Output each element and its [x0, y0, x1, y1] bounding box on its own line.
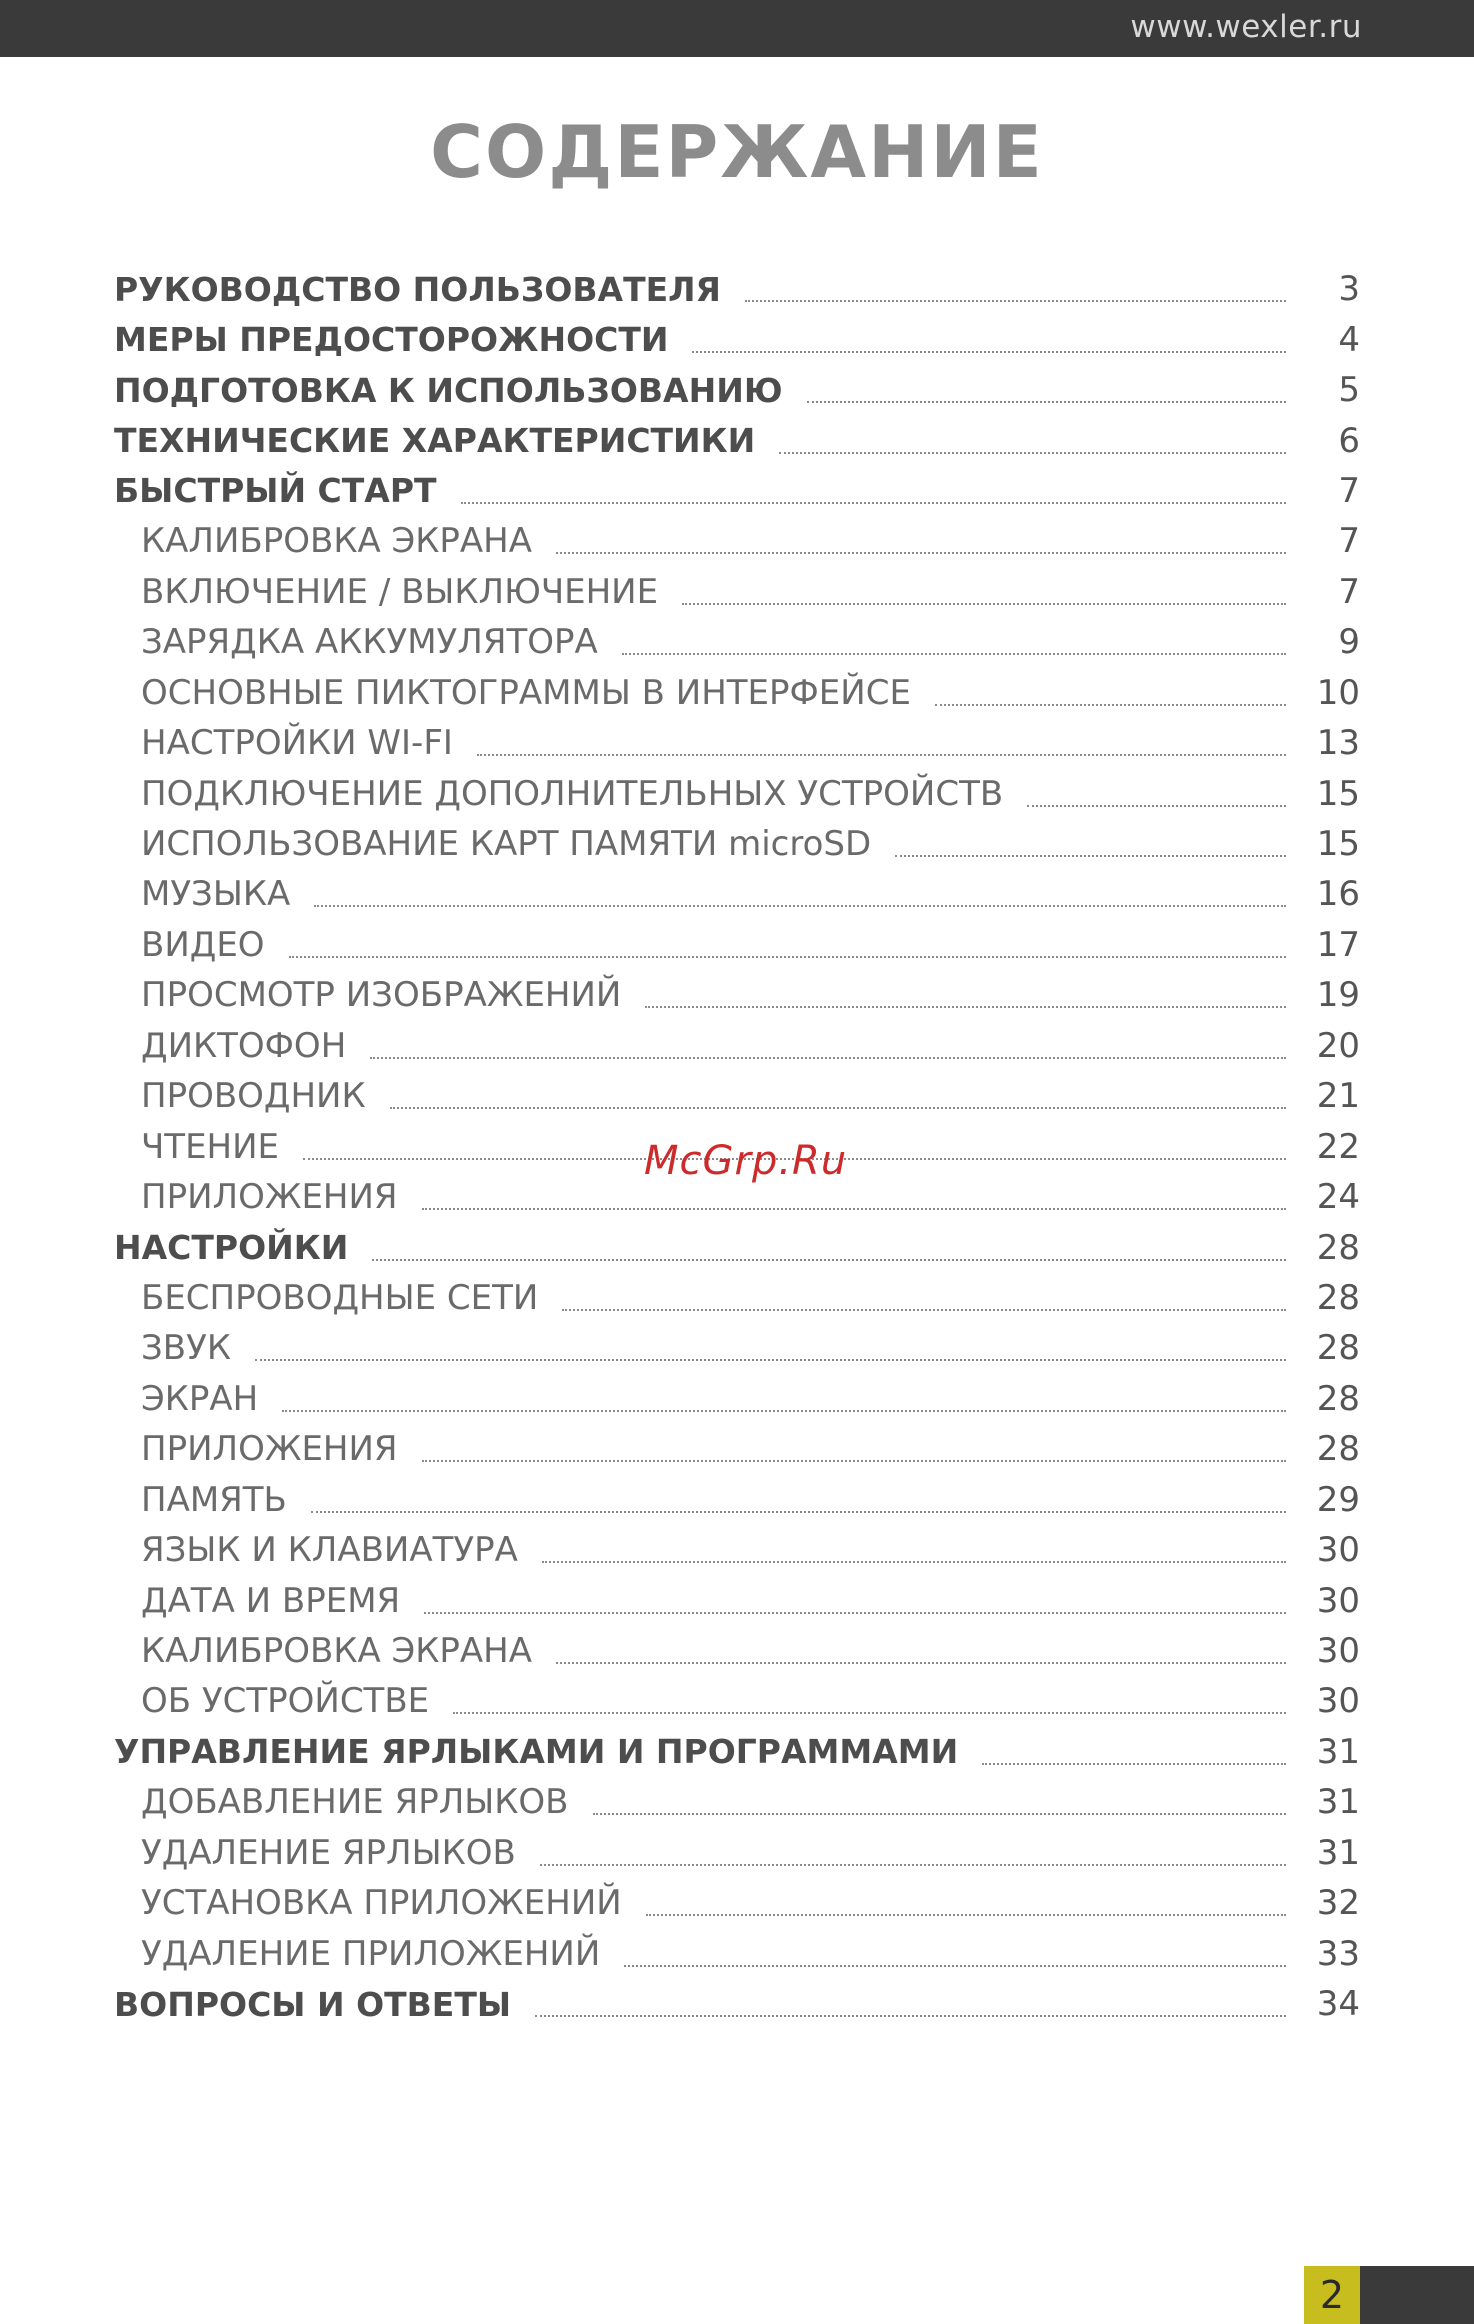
toc-section-entry[interactable] — [114, 1222, 1360, 1272]
toc-entry-title: ИСПОЛЬЗОВАНИЕ КАРТ ПАМЯТИ microSD — [141, 824, 872, 865]
dot-leader — [692, 351, 1286, 353]
toc-entry-title: ПРИЛОЖЕНИЯ — [141, 1177, 398, 1218]
toc-entry-page-number: 31 — [1316, 1782, 1360, 1823]
toc-section-entry[interactable] — [114, 264, 1360, 314]
toc-subsection-entry[interactable] — [114, 1374, 1360, 1424]
toc-entry-title: ТЕХНИЧЕСКИЕ ХАРАКТЕРИСТИКИ — [114, 421, 756, 461]
toc-entry-page-number: 3 — [1338, 269, 1360, 310]
toc-entry-title: ВОПРОСЫ И ОТВЕТЫ — [114, 1984, 512, 2024]
dot-leader — [622, 653, 1286, 655]
toc-subsection-entry[interactable] — [114, 516, 1360, 566]
toc-entry-page-number: 28 — [1316, 1328, 1360, 1369]
dot-leader — [289, 956, 1286, 958]
dot-leader — [314, 905, 1286, 907]
dot-leader — [562, 1309, 1286, 1311]
toc-subsection-entry[interactable] — [114, 668, 1360, 718]
toc-subsection-entry[interactable] — [114, 1323, 1360, 1373]
toc-entry-page-number: 33 — [1316, 1933, 1360, 1974]
toc-subsection-entry[interactable] — [114, 1273, 1360, 1323]
toc-entry-page-number: 15 — [1316, 824, 1360, 865]
toc-entry-page-number: 30 — [1316, 1631, 1360, 1672]
toc-entry-title: ЗАРЯДКА АККУМУЛЯТОРА — [141, 622, 598, 663]
toc-entry-page-number: 28 — [1316, 1277, 1360, 1318]
dot-leader — [982, 1763, 1286, 1765]
toc-entry-page-number: 30 — [1316, 1580, 1360, 1621]
toc-entry-page-number: 30 — [1316, 1530, 1360, 1571]
toc-entry-page-number: 30 — [1316, 1681, 1360, 1722]
toc-entry-page-number: 24 — [1316, 1177, 1360, 1218]
toc-entry-title: БЕСПРОВОДНЫЕ СЕТИ — [141, 1277, 539, 1318]
dot-leader — [807, 401, 1286, 403]
toc-entry-title: УДАЛЕНИЕ ЯРЛЫКОВ — [141, 1832, 516, 1873]
toc-entry-page-number: 10 — [1316, 672, 1360, 713]
toc-entry-title: ОБ УСТРОЙСТВЕ — [141, 1681, 430, 1722]
toc-entry-page-number: 22 — [1316, 1126, 1360, 1167]
dot-leader — [556, 552, 1286, 554]
toc-entry-page-number: 29 — [1316, 1479, 1360, 1520]
toc-entry-page-number: 28 — [1316, 1429, 1360, 1470]
toc-entry-page-number: 16 — [1316, 874, 1360, 915]
toc-entry-title: ЧТЕНИЕ — [141, 1126, 280, 1167]
dot-leader — [593, 1813, 1287, 1815]
toc-subsection-entry[interactable] — [114, 1071, 1360, 1121]
toc-entry-page-number: 13 — [1316, 723, 1360, 764]
toc-entry-title: ДОБАВЛЕНИЕ ЯРЛЫКОВ — [141, 1782, 569, 1823]
toc-entry-title: ПРОВОДНИК — [141, 1076, 366, 1117]
dot-leader — [477, 754, 1286, 756]
toc-entry-title: ОСНОВНЫЕ ПИКТОГРАММЫ В ИНТЕРФЕЙСЕ — [141, 672, 911, 713]
toc-entry-page-number: 28 — [1316, 1227, 1360, 1268]
toc-entry-title: УПРАВЛЕНИЕ ЯРЛЫКАМИ И ПРОГРАММАМИ — [114, 1732, 959, 1772]
dot-leader — [895, 855, 1286, 857]
toc-entry-page-number: 20 — [1316, 1025, 1360, 1066]
dot-leader — [311, 1511, 1286, 1513]
toc-entry-title: ВКЛЮЧЕНИЕ / ВЫКЛЮЧЕНИЕ — [141, 571, 659, 612]
dot-leader — [390, 1107, 1286, 1109]
toc-subsection-entry[interactable] — [114, 970, 1360, 1020]
toc-entry-title: УСТАНОВКА ПРИЛОЖЕНИЙ — [141, 1883, 622, 1924]
toc-entry-page-number: 34 — [1316, 1984, 1360, 2025]
toc-entry-title: ДАТА И ВРЕМЯ — [141, 1580, 401, 1621]
toc-subsection-entry[interactable] — [114, 869, 1360, 919]
dot-leader — [646, 1914, 1286, 1916]
dot-leader — [255, 1359, 1286, 1361]
toc-section-entry[interactable] — [114, 365, 1360, 415]
toc-subsection-entry[interactable] — [114, 819, 1360, 869]
toc-subsection-entry[interactable] — [114, 1676, 1360, 1726]
toc-entry-title: НАСТРОЙКИ — [114, 1228, 349, 1268]
dot-leader — [542, 1561, 1286, 1563]
toc-entry-title: ДИКТОФОН — [141, 1025, 347, 1066]
toc-entry-page-number: 6 — [1338, 420, 1360, 461]
dot-leader — [424, 1612, 1286, 1614]
dot-leader — [540, 1864, 1286, 1866]
toc-subsection-entry[interactable] — [114, 1575, 1360, 1625]
toc-subsection-entry[interactable] — [114, 1525, 1360, 1575]
toc-section-entry[interactable] — [114, 415, 1360, 465]
toc-subsection-entry[interactable] — [114, 617, 1360, 667]
toc-entry-page-number: 15 — [1316, 773, 1360, 814]
toc-entry-page-number: 19 — [1316, 975, 1360, 1016]
toc-entry-title: КАЛИБРОВКА ЭКРАНА — [141, 521, 532, 562]
toc-entry-title: ПОДГОТОВКА К ИСПОЛЬЗОВАНИЮ — [114, 370, 783, 410]
toc-subsection-entry[interactable] — [114, 567, 1360, 617]
toc-entry-title: БЫСТРЫЙ СТАРТ — [114, 471, 437, 511]
dot-leader — [1027, 805, 1286, 807]
dot-leader — [935, 704, 1286, 706]
dot-leader — [461, 502, 1286, 504]
site-url[interactable]: www.wexler.ru — [1130, 9, 1362, 45]
toc-subsection-entry[interactable] — [114, 1424, 1360, 1474]
toc-entry-page-number: 4 — [1338, 319, 1360, 360]
toc-entry-title: ПАМЯТЬ — [141, 1479, 287, 1520]
dot-leader — [624, 1965, 1286, 1967]
dot-leader — [422, 1208, 1286, 1210]
toc-subsection-entry[interactable] — [114, 1626, 1360, 1676]
dot-leader — [779, 452, 1286, 454]
toc-entry-title: ЯЗЫК И КЛАВИАТУРА — [141, 1530, 518, 1571]
dot-leader — [282, 1410, 1286, 1412]
toc-subsection-entry[interactable] — [114, 718, 1360, 768]
dot-leader — [645, 1006, 1286, 1008]
toc-entry-page-number: 7 — [1338, 521, 1360, 562]
dot-leader — [745, 300, 1286, 302]
toc-entry-page-number: 5 — [1338, 370, 1360, 411]
toc-subsection-entry[interactable] — [114, 1777, 1360, 1827]
toc-section-entry[interactable] — [114, 466, 1360, 516]
toc-entry-page-number: 7 — [1338, 470, 1360, 511]
toc-entry-title: РУКОВОДСТВО ПОЛЬЗОВАТЕЛЯ — [114, 269, 721, 309]
toc-entry-page-number: 28 — [1316, 1378, 1360, 1419]
toc-entry-title: ЗВУК — [141, 1328, 231, 1369]
toc-entry-page-number: 9 — [1338, 622, 1360, 663]
toc-entry-title: НАСТРОЙКИ WI-FI — [141, 723, 453, 764]
toc-subsection-entry[interactable] — [114, 1021, 1360, 1071]
toc-entry-page-number: 32 — [1316, 1883, 1360, 1924]
dot-leader — [422, 1460, 1286, 1462]
toc-entry-title: ПОДКЛЮЧЕНИЕ ДОПОЛНИТЕЛЬНЫХ УСТРОЙСТВ — [141, 773, 1004, 814]
toc-subsection-entry[interactable] — [114, 1928, 1360, 1978]
toc-entry-title: УДАЛЕНИЕ ПРИЛОЖЕНИЙ — [141, 1933, 601, 1974]
toc-entry-page-number: 21 — [1316, 1076, 1360, 1117]
toc-subsection-entry[interactable] — [114, 1475, 1360, 1525]
toc-subsection-entry[interactable] — [114, 768, 1360, 818]
dot-leader — [535, 2015, 1286, 2017]
dot-leader — [372, 1259, 1286, 1261]
toc-entry-title: ПРОСМОТР ИЗОБРАЖЕНИЙ — [141, 975, 622, 1016]
toc-entry-page-number: 7 — [1338, 571, 1360, 612]
toc-entry-title: ВИДЕО — [141, 924, 265, 965]
toc-subsection-entry[interactable] — [114, 920, 1360, 970]
dot-leader — [556, 1662, 1286, 1664]
toc-entry-page-number: 31 — [1316, 1731, 1360, 1772]
toc-entry-title: КАЛИБРОВКА ЭКРАНА — [141, 1631, 532, 1672]
watermark: McGrp.Ru — [644, 1138, 848, 1184]
toc-entry-page-number: 17 — [1316, 924, 1360, 965]
toc-subsection-entry[interactable] — [114, 1878, 1360, 1928]
toc-entry-page-number: 31 — [1316, 1832, 1360, 1873]
dot-leader — [370, 1057, 1286, 1059]
page-number-badge: 2 — [1304, 2266, 1360, 2324]
dot-leader — [453, 1712, 1286, 1714]
header-bar — [0, 0, 1474, 57]
toc-section-entry[interactable] — [114, 1727, 1360, 1777]
toc-entry-title: ЭКРАН — [141, 1378, 259, 1419]
page-title: СОДЕРЖАНИЕ — [430, 110, 1044, 194]
toc-section-entry[interactable] — [114, 1979, 1360, 2029]
toc-subsection-entry[interactable] — [114, 1828, 1360, 1878]
toc-section-entry[interactable] — [114, 314, 1360, 364]
dot-leader — [682, 603, 1286, 605]
toc-entry-title: МУЗЫКА — [141, 874, 291, 915]
toc-entry-title: МЕРЫ ПРЕДОСТОРОЖНОСТИ — [114, 320, 669, 360]
toc-entry-title: ПРИЛОЖЕНИЯ — [141, 1429, 398, 1470]
